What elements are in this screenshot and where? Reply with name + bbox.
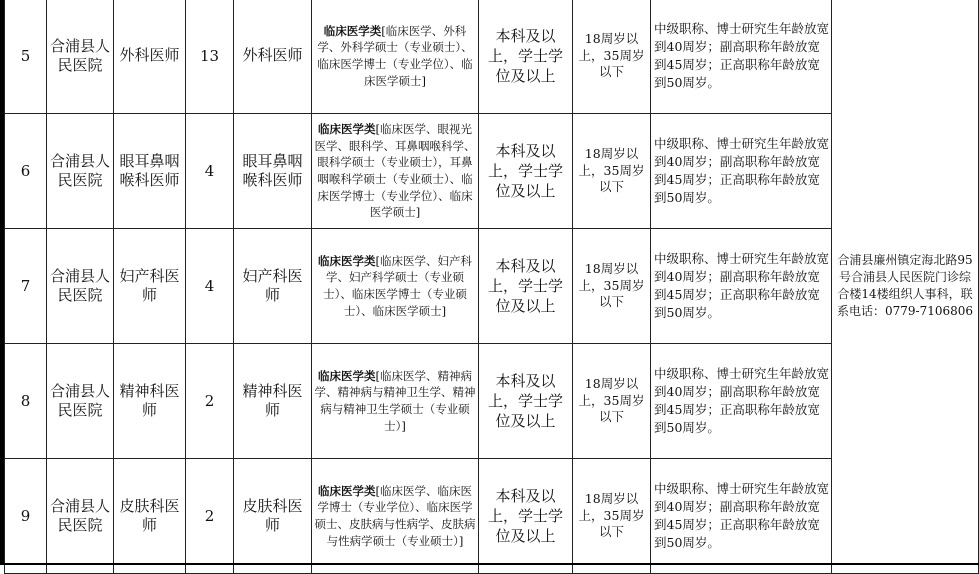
table-row (5, 0, 979, 114)
post-title: 精神科医师 (234, 344, 312, 459)
post-title: 妇产科医师 (234, 229, 312, 344)
row-number: 7 (5, 229, 47, 344)
education-requirement: 本科及以上，学士学位及以上 (479, 0, 573, 114)
row-number: 6 (5, 114, 47, 229)
unit-name: 合浦县人民医院 (47, 0, 114, 114)
contact-info: 合浦县廉州镇定海北路95号合浦县人民医院门诊综合楼14楼组织人事科，联系电话：0779-7106806 (832, 0, 979, 574)
recruitment-table (4, 0, 979, 574)
major-requirement (312, 344, 479, 459)
other-conditions: 中级职称、博士研究生年龄放宽到40周岁；副高职称年龄放宽到45周岁；正高职称年龄放宽到50周岁。 (651, 344, 832, 459)
post-name: 妇产科医师 (114, 229, 186, 344)
other-conditions: 中级职称、博士研究生年龄放宽到40周岁；副高职称年龄放宽到45周岁；正高职称年龄放宽到50周岁。 (651, 229, 832, 344)
age-requirement: 18周岁以上，35周岁以下 (573, 0, 651, 114)
major-category: 临床医学类 (318, 253, 376, 268)
unit-name: 合浦县人民医院 (47, 114, 114, 229)
age-requirement: 18周岁以上，35周岁以下 (573, 229, 651, 344)
age-requirement: 18周岁以上，35周岁以下 (573, 114, 651, 229)
hire-count: 4 (186, 114, 234, 229)
major-requirement (312, 229, 479, 344)
major-requirement (312, 0, 479, 114)
age-requirement: 18周岁以上，35周岁以下 (573, 459, 651, 574)
education-requirement: 本科及以上，学士学位及以上 (479, 229, 573, 344)
post-name: 精神科医师 (114, 344, 186, 459)
post-title: 眼耳鼻咽喉科医师 (234, 114, 312, 229)
education-requirement: 本科及以上，学士学位及以上 (479, 344, 573, 459)
post-title: 皮肤科医师 (234, 459, 312, 574)
post-name: 皮肤科医师 (114, 459, 186, 574)
age-requirement: 18周岁以上，35周岁以下 (573, 344, 651, 459)
row-number: 8 (5, 344, 47, 459)
education-requirement: 本科及以上，学士学位及以上 (479, 459, 573, 574)
post-name: 外科医师 (114, 0, 186, 114)
row-number: 5 (5, 0, 47, 114)
major-category: 临床医学类 (318, 483, 376, 498)
major-category: 临床医学类 (318, 368, 376, 383)
unit-name: 合浦县人民医院 (47, 344, 114, 459)
major-requirement (312, 459, 479, 574)
major-list: [临床医学、外科学、外科学硕士（专业硕士）、临床医学博士（专业学位）、临床医学硕士] (317, 23, 473, 88)
unit-name: 合浦县人民医院 (47, 229, 114, 344)
hire-count: 2 (186, 344, 234, 459)
hire-count: 2 (186, 459, 234, 574)
major-list: [临床医学、妇产科学、妇产科学硕士（专业硕士）、临床医学博士（专业硕士）、临床医学硕士] (323, 253, 472, 318)
unit-name: 合浦县人民医院 (47, 459, 114, 574)
major-requirement (312, 114, 479, 229)
major-list: [临床医学、精神病学、精神病与精神卫生学、精神病与精神卫生学硕士（专业硕士）] (314, 368, 476, 433)
education-requirement: 本科及以上，学士学位及以上 (479, 114, 573, 229)
post-title: 外科医师 (234, 0, 312, 114)
major-list: [临床医学、眼视光医学、眼科学、耳鼻咽喉科学、眼科学硕士（专业硕士），耳鼻咽喉科学硕士（专业硕士）、临床医学博士（专业学位）、临床医学硕士] (314, 121, 476, 220)
post-name: 眼耳鼻咽喉科医师 (114, 114, 186, 229)
other-conditions: 中级职称、博士研究生年龄放宽到40周岁；副高职称年龄放宽到45周岁；正高职称年龄放宽到50周岁。 (651, 0, 832, 114)
major-category: 临床医学类 (318, 121, 376, 136)
row-number: 9 (5, 459, 47, 574)
major-list: [临床医学、临床医学博士（专业学位）、临床医学硕士、皮肤病与性病学、皮肤病与性病学硕士（专业硕士）] (314, 483, 476, 548)
other-conditions: 中级职称、博士研究生年龄放宽到40周岁；副高职称年龄放宽到45周岁；正高职称年龄放宽到50周岁。 (651, 459, 832, 574)
major-category: 临床医学类 (323, 23, 382, 38)
hire-count: 13 (186, 0, 234, 114)
hire-count: 4 (186, 229, 234, 344)
other-conditions: 中级职称、博士研究生年龄放宽到40周岁；副高职称年龄放宽到45周岁；正高职称年龄放宽到50周岁。 (651, 114, 832, 229)
